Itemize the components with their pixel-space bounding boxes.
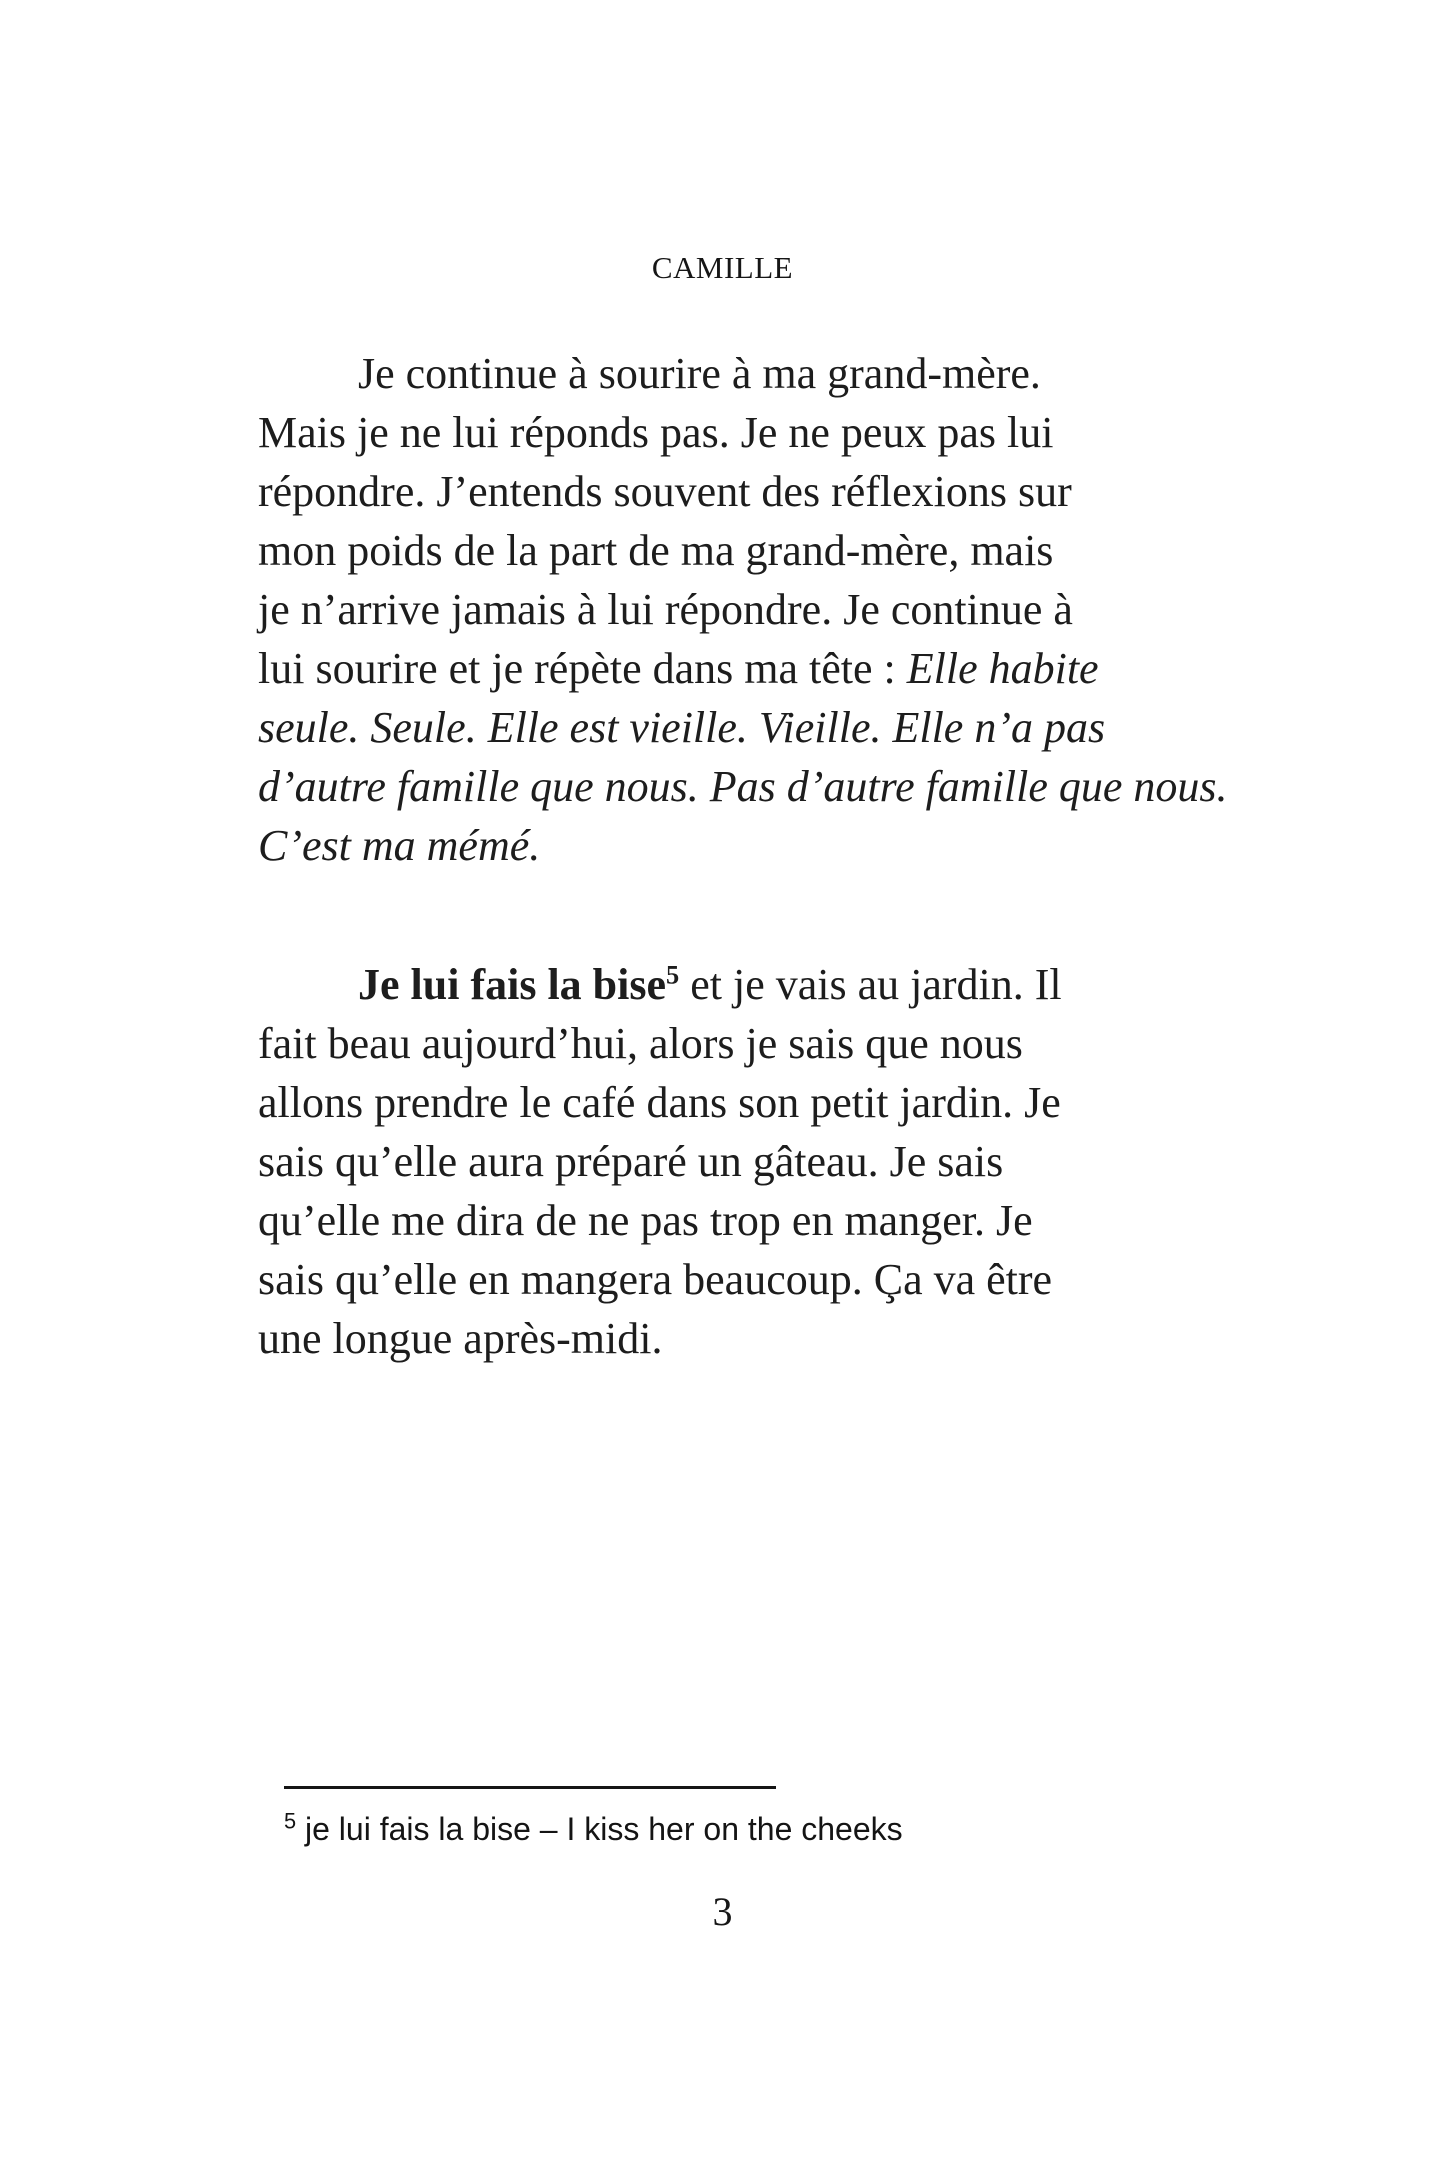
footnote-marker: 5 <box>284 1808 297 1834</box>
text-segment-bold: Je lui fais la bise <box>358 960 667 1009</box>
page-number: 3 <box>712 1889 733 1934</box>
text-line: qu’elle me dira de ne pas trop en manger. Je <box>258 1196 1033 1245</box>
paragraph-1 <box>258 344 1258 875</box>
running-header: CAMILLE <box>651 250 794 285</box>
footnote-separator-rule <box>284 1786 776 1789</box>
text-segment-italic: Elle habite <box>906 644 1099 693</box>
footnote-reference: 5 <box>666 959 680 990</box>
text-line: fait beau aujourd’hui, alors je sais que nous <box>258 1019 1023 1068</box>
text-line-italic: d’autre famille que nous. Pas d’autre famille que nous. <box>258 762 1228 811</box>
text-line: allons prendre le café dans son petit jardin. Je <box>258 1078 1061 1127</box>
text-line: sais qu’elle en mangera beaucoup. Ça va être <box>258 1255 1053 1304</box>
footnote-text: je lui fais la bise – I kiss her on the cheeks <box>296 1811 903 1847</box>
text-line-italic: seule. Seule. Elle est vieille. Vieille. Elle n’a pas <box>258 703 1106 752</box>
text-line: mon poids de la part de ma grand-mère, mais <box>258 526 1054 575</box>
text-line: Je continue à sourire à ma grand-mère. <box>358 349 1041 398</box>
text-line: sais qu’elle aura préparé un gâteau. Je sais <box>258 1137 1004 1186</box>
footnote <box>284 1806 903 1852</box>
text-line: Mais je ne lui réponds pas. Je ne peux pas lui <box>258 408 1054 457</box>
text-segment-roman: lui sourire et je répète dans ma tête : <box>258 644 907 693</box>
text-line: une longue après-midi. <box>258 1314 663 1363</box>
paragraph-2 <box>258 955 1258 1368</box>
text-block <box>258 344 1258 1368</box>
text-line-italic: C’est ma mémé. <box>258 821 541 870</box>
text-line <box>258 639 1258 698</box>
text-line <box>258 955 1258 1014</box>
text-line: je n’arrive jamais à lui répondre. Je continue à <box>258 585 1073 634</box>
text-line: répondre. J’entends souvent des réflexions sur <box>258 467 1072 516</box>
text-segment-roman: et je vais au jardin. Il <box>679 960 1062 1009</box>
